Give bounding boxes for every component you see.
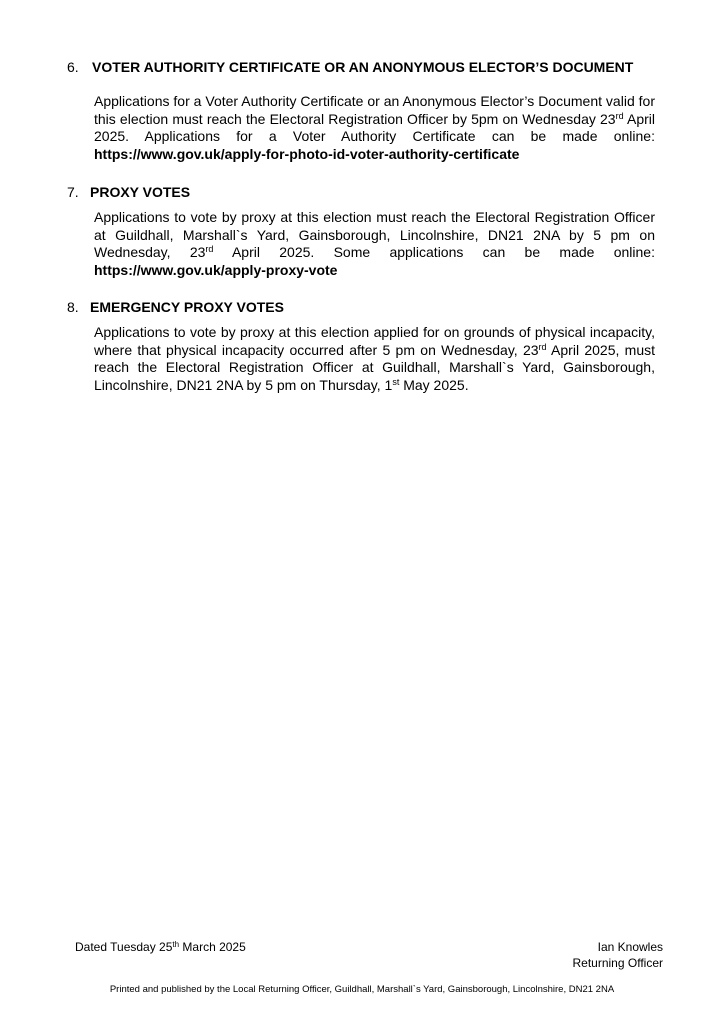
section-body [94,324,655,394]
section-number: 6. [67,59,79,75]
ordinal-suffix: rd [615,110,624,121]
body-text: Applications to vote by proxy at this election must reach the Electoral Registration Officer at Guildhall, Marshall`s Yard, Gainsborough, Lincolnshire, DN21 2NA by 5 pm on Wednesday, 23 [94,209,655,260]
dated-text: March 2025 [179,940,246,954]
voter-authority-certificate-link[interactable]: https://www.gov.uk/apply-for-photo-id-voter-authority-certificate [94,145,520,162]
body-text: April 2025. Some applications can be made online: [213,244,655,260]
proxy-vote-link[interactable]: https://www.gov.uk/apply-proxy-vote [94,261,338,278]
section-number: 8. [67,299,79,315]
body-text: April 2025, must reach the Electoral Registration Officer at Guildhall, Marshall`s Yard, Gainsborough, Lincolnshire, DN21 2NA by 5 pm on Thursday, 1 [94,341,655,393]
section-voter-authority-certificate [67,59,657,163]
body-text: May 2025. [399,376,469,393]
ordinal-suffix: rd [205,244,214,254]
dated-text: Dated Tuesday 25 [75,940,173,954]
body-text: Applications for a Voter Authority Certificate or an Anonymous Elector’s Document valid for this election must reach the Electoral Registration Officer by 5pm on Wednesday 23 [94,93,655,127]
ordinal-suffix: rd [538,341,547,352]
body-text: Applications to vote by proxy at this election applied for on grounds of physical incapacity, where that physical incapacity occurred after 5 pm on Wednesday, 23 [94,324,655,358]
body-text: April 2025. Applications for a Voter Authority Certificate can be made online: [94,110,656,144]
section-number: 7. [67,184,79,200]
section-heading [67,59,657,76]
dated-line [75,940,246,955]
section-title: PROXY VOTES [90,184,191,200]
signatory-role: Returning Officer [572,955,663,970]
section-title: VOTER AUTHORITY CERTIFICATE OR AN ANONYMOUS ELECTOR’S DOCUMENT [92,59,634,75]
section-heading [67,299,657,316]
ordinal-suffix: st [392,376,400,387]
signatory-block [573,940,664,971]
imprint-line: Printed and published by the Local Returning Officer, Guildhall, Marshall`s Yard, Gainsborough, Lincolnshire, DN21 2NA [109,984,615,995]
section-body [94,93,655,163]
ordinal-suffix: th [172,940,180,949]
section-heading [67,184,657,201]
section-emergency-proxy-votes [67,299,657,394]
section-body [94,209,655,279]
section-title: EMERGENCY PROXY VOTES [90,299,284,315]
section-proxy-votes [67,184,657,279]
signatory-name: Ian Knowles [597,940,663,954]
